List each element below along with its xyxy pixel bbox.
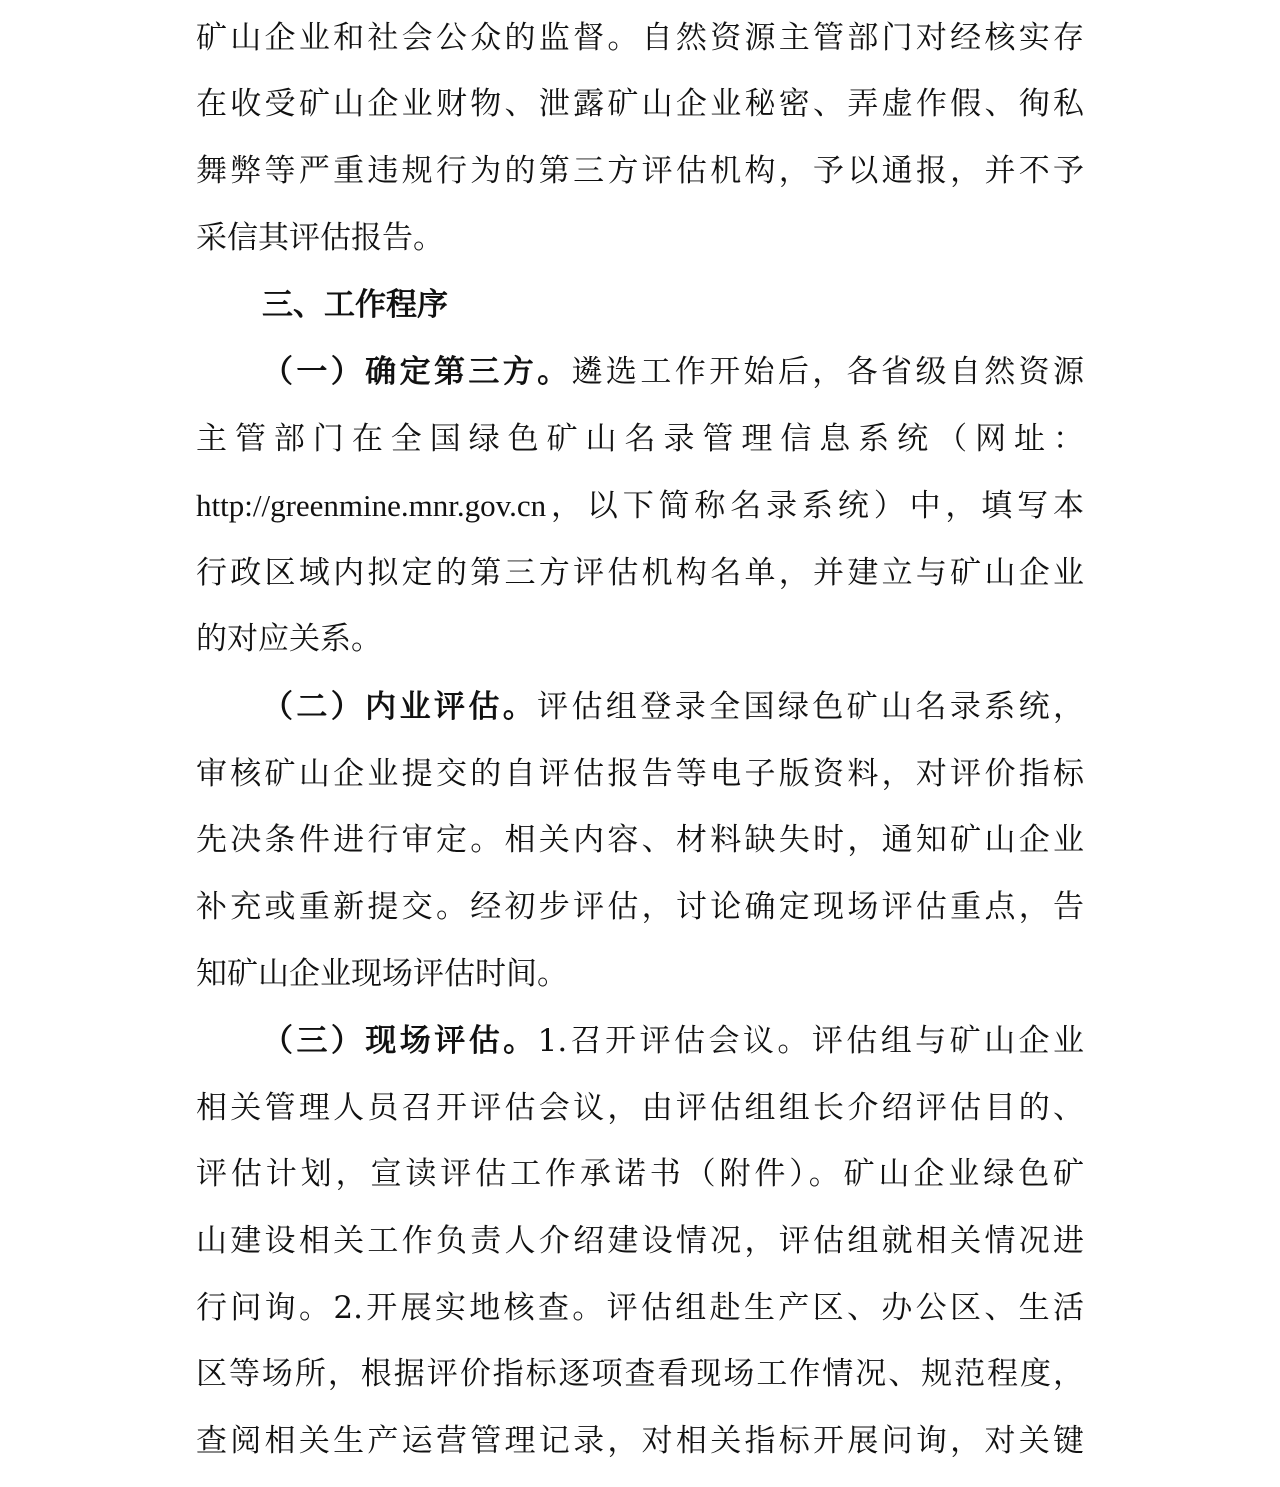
paragraph-4-line-4: 山建设相关工作负责人介绍建设情况，评估组就相关情况进 xyxy=(196,1223,1084,1259)
paragraph-3-line-4: 补充或重新提交。经初步评估，讨论确定现场评估重点，告 xyxy=(196,889,1084,925)
paragraph-1-line-4: 采信其评估报告。 xyxy=(196,220,444,256)
paragraph-3-line-2: 审核矿山企业提交的自评估报告等电子版资料，对评价指标 xyxy=(196,756,1084,792)
paragraph-4-line-1 xyxy=(262,1017,1084,1065)
paragraph-3-line-1 xyxy=(262,683,1084,731)
paragraph-2-lead: （一）确定第三方。 xyxy=(262,354,572,390)
website-url: http://greenmine.mnr.gov.cn xyxy=(196,488,547,523)
paragraph-4-line-3: 评估计划，宣读评估工作承诺书（附件）。矿山企业绿色矿 xyxy=(196,1156,1084,1192)
paragraph-4-line-2: 相关管理人员召开评估会议，由评估组组长介绍评估目的、 xyxy=(196,1090,1084,1126)
paragraph-1-line-3: 舞弊等严重违规行为的第三方评估机构，予以通报，并不予 xyxy=(196,153,1084,189)
paragraph-4-line-6: 区等场所，根据评价指标逐项查看现场工作情况、规范程度， xyxy=(196,1356,1084,1392)
paragraph-1-line-2: 在收受矿山企业财物、泄露矿山企业秘密、弄虚作假、徇私 xyxy=(196,86,1084,122)
paragraph-3-line-1-rest: 评估组登录全国绿色矿山名录系统， xyxy=(537,689,1085,725)
paragraph-3-line-3: 先决条件进行审定。相关内容、材料缺失时，通知矿山企业 xyxy=(196,822,1084,858)
paragraph-4-line-1-rest: 1.召开评估会议。评估组与矿山企业 xyxy=(537,1023,1084,1059)
paragraph-2-line-3 xyxy=(196,482,1084,530)
paragraph-2-line-1-rest: 遴选工作开始后，各省级自然资源 xyxy=(571,354,1085,390)
paragraph-3-line-5: 知矿山企业现场评估时间。 xyxy=(196,956,568,992)
paragraph-2-line-4: 行政区域内拟定的第三方评估机构名单，并建立与矿山企业 xyxy=(196,555,1084,591)
section-heading: 三、工作程序 xyxy=(262,287,448,323)
paragraph-3-lead: （二）内业评估。 xyxy=(262,689,538,725)
paragraph-2-line-1 xyxy=(262,348,1084,396)
paragraph-2-line-2: 主管部门在全国绿色矿山名录管理信息系统（网址： xyxy=(196,421,1084,457)
paragraph-4-lead: （三）现场评估。 xyxy=(262,1023,538,1059)
paragraph-4-line-5: 行问询。2.开展实地核查。评估组赴生产区、办公区、生活 xyxy=(196,1290,1084,1326)
paragraph-2-line-5: 的对应关系。 xyxy=(196,621,382,657)
paragraph-1-line-1: 矿山企业和社会公众的监督。自然资源主管部门对经核实存 xyxy=(196,20,1084,56)
paragraph-2-line-3-rest: ，以下简称名录系统）中，填写本 xyxy=(546,488,1084,524)
paragraph-4-line-7: 查阅相关生产运营管理记录，对相关指标开展问询，对关键 xyxy=(196,1423,1084,1459)
